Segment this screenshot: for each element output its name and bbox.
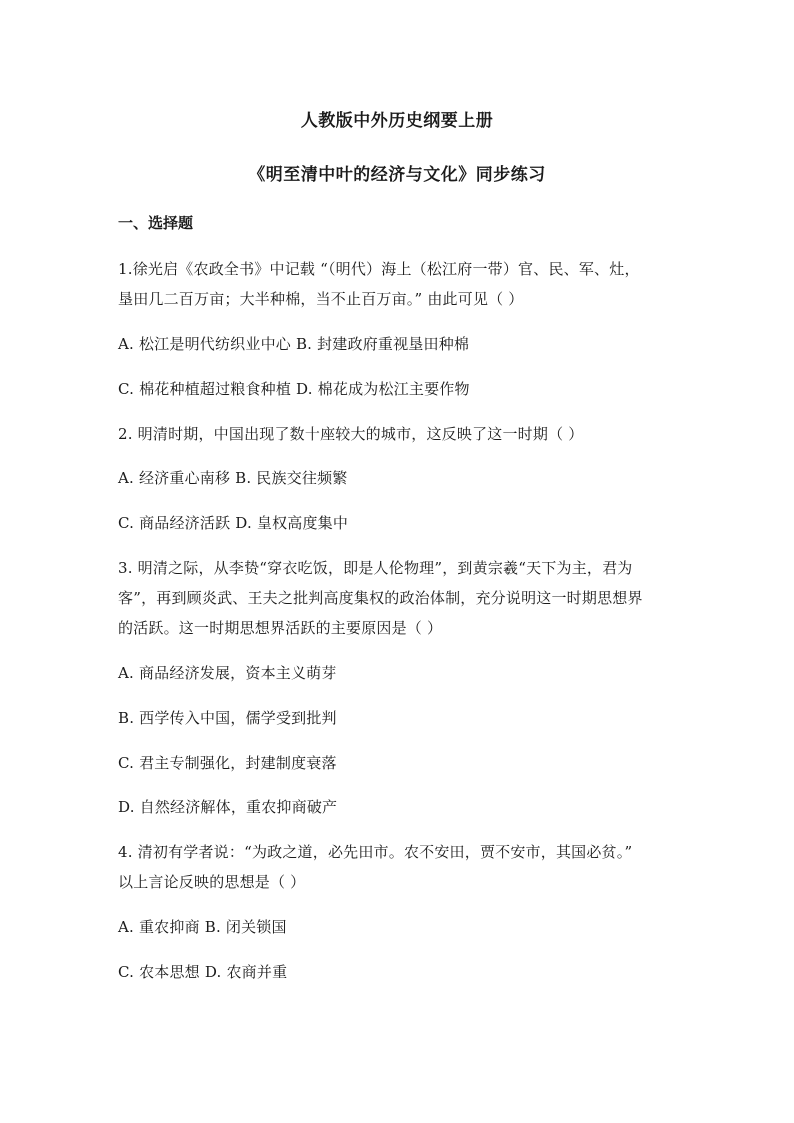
question-3-stem-line-1: 3. 明清之际，从李贽“穿衣吃饭，即是人伦物理”，到黄宗羲“天下为主，君为: [118, 559, 633, 577]
question-2-option-cd: C. 商品经济活跃 D. 皇权高度集中: [118, 514, 349, 532]
question-1-stem-line-2: 垦田几二百万亩；大半种棉，当不止百万亩。” 由此可见（ ）: [118, 290, 524, 308]
question-4-option-cd: C. 农本思想 D. 农商并重: [118, 963, 288, 981]
question-3-option-b: B. 西学传入中国，儒学受到批判: [118, 709, 337, 727]
question-1-stem-line-1: 1.徐光启《农政全书》中记载 “（明代）海上（松江府一带）官、民、军、灶，: [118, 260, 640, 278]
section-heading: 一、选择题: [118, 214, 194, 232]
question-4-option-ab: A. 重农抑商 B. 闭关锁国: [118, 918, 287, 936]
question-2-option-ab: A. 经济重心南移 B. 民族交往频繁: [118, 469, 348, 487]
question-4-stem-line-1: 4. 清初有学者说：“为政之道，必先田市。农不安田，贾不安市，其国必贫。”: [118, 843, 633, 861]
question-1-option-cd: C. 棉花种植超过粮食种植 D. 棉花成为松江主要作物: [118, 380, 470, 398]
question-1-option-ab: A. 松江是明代纺织业中心 B. 封建政府重视垦田种棉: [118, 335, 470, 353]
document-title: 人教版中外历史纲要上册: [300, 111, 494, 131]
question-4-stem-line-2: 以上言论反映的思想是（ ）: [118, 873, 306, 891]
question-3-option-a: A. 商品经济发展，资本主义萌芽: [118, 664, 337, 682]
document-subtitle: 《明至清中叶的经济与文化》同步练习: [248, 165, 546, 185]
question-3-option-c: C. 君主专制强化，封建制度衰落: [118, 754, 337, 772]
question-3-option-d: D. 自然经济解体，重农抑商破产: [118, 798, 338, 816]
question-2-stem-line-1: 2. 明清时期，中国出现了数十座较大的城市，这反映了这一时期（ ）: [118, 425, 584, 443]
question-3-stem-line-3: 的活跃。这一时期思想界活跃的主要原因是（ ）: [118, 619, 443, 637]
question-3-stem-line-2: 客”，再到顾炎武、王夫之批判高度集权的政治体制，充分说明这一时期思想界: [118, 589, 643, 607]
